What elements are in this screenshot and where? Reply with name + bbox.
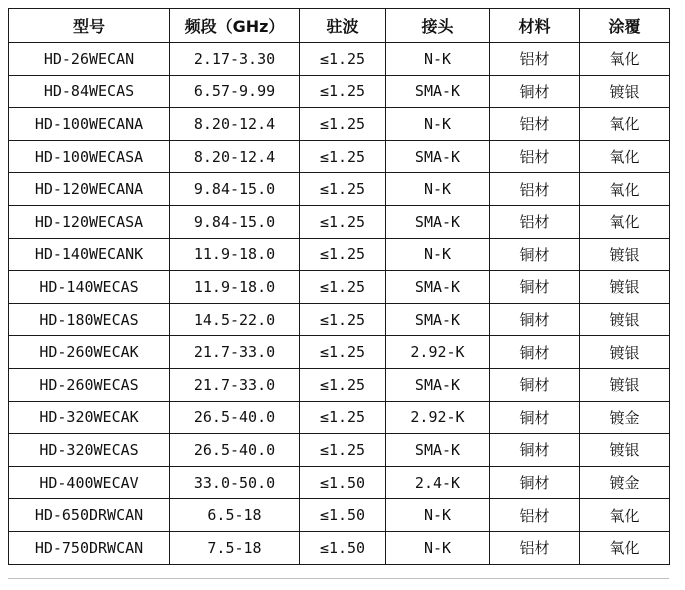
cell-model: HD-320WECAK [9,401,170,434]
cell-frequency-band: 11.9-18.0 [170,238,300,271]
cell-model: HD-100WECANA [9,108,170,141]
cell-coating: 氧化 [580,108,670,141]
table-row [9,173,670,206]
cell-coating: 氧化 [580,205,670,238]
cell-vswr: ≤1.25 [300,75,386,108]
cell-frequency-band: 7.5-18 [170,531,300,564]
table-row [9,303,670,336]
cell-coating: 镀银 [580,75,670,108]
table-row [9,336,670,369]
table-row [9,205,670,238]
table-row [9,401,670,434]
cell-model: HD-320WECAS [9,434,170,467]
cell-connector: SMA-K [386,271,490,304]
cell-coating: 氧化 [580,531,670,564]
cell-frequency-band: 8.20-12.4 [170,108,300,141]
cell-material: 铜材 [490,368,580,401]
header-coating: 涂覆 [580,9,670,43]
cell-connector: SMA-K [386,303,490,336]
cell-vswr: ≤1.25 [300,271,386,304]
cell-material: 铜材 [490,336,580,369]
cell-coating: 氧化 [580,173,670,206]
cell-frequency-band: 6.57-9.99 [170,75,300,108]
cell-model: HD-26WECAN [9,43,170,76]
cell-model: HD-400WECAV [9,466,170,499]
cell-coating: 镀银 [580,336,670,369]
cell-material: 铝材 [490,43,580,76]
cell-vswr: ≤1.50 [300,466,386,499]
cell-connector: N-K [386,531,490,564]
cell-coating: 镀银 [580,303,670,336]
cell-coating: 镀银 [580,368,670,401]
cell-connector: SMA-K [386,434,490,467]
cell-connector: 2.4-K [386,466,490,499]
cell-material: 铜材 [490,401,580,434]
bottom-divider [8,578,669,579]
cell-frequency-band: 2.17-3.30 [170,43,300,76]
cell-vswr: ≤1.25 [300,434,386,467]
cell-model: HD-84WECAS [9,75,170,108]
cell-vswr: ≤1.25 [300,336,386,369]
cell-material: 铝材 [490,499,580,532]
cell-vswr: ≤1.25 [300,108,386,141]
cell-model: HD-140WECAS [9,271,170,304]
header-model: 型号 [9,9,170,43]
cell-frequency-band: 14.5-22.0 [170,303,300,336]
cell-vswr: ≤1.50 [300,499,386,532]
cell-model: HD-140WECANK [9,238,170,271]
cell-vswr: ≤1.25 [300,140,386,173]
cell-frequency-band: 11.9-18.0 [170,271,300,304]
cell-material: 铝材 [490,205,580,238]
cell-coating: 镀金 [580,466,670,499]
cell-coating: 镀银 [580,434,670,467]
spec-table [8,8,670,565]
table-row [9,43,670,76]
cell-frequency-band: 6.5-18 [170,499,300,532]
cell-vswr: ≤1.25 [300,205,386,238]
cell-connector: 2.92-K [386,336,490,369]
cell-connector: SMA-K [386,368,490,401]
cell-vswr: ≤1.25 [300,173,386,206]
cell-model: HD-260WECAK [9,336,170,369]
cell-model: HD-260WECAS [9,368,170,401]
cell-frequency-band: 9.84-15.0 [170,173,300,206]
cell-model: HD-100WECASA [9,140,170,173]
cell-model: HD-120WECANA [9,173,170,206]
cell-coating: 氧化 [580,499,670,532]
table-row [9,271,670,304]
cell-frequency-band: 8.20-12.4 [170,140,300,173]
cell-coating: 镀金 [580,401,670,434]
table-row [9,368,670,401]
table-row [9,140,670,173]
cell-model: HD-650DRWCAN [9,499,170,532]
table-row [9,499,670,532]
cell-model: HD-750DRWCAN [9,531,170,564]
cell-vswr: ≤1.25 [300,368,386,401]
cell-material: 铜材 [490,238,580,271]
table-row [9,75,670,108]
cell-frequency-band: 21.7-33.0 [170,336,300,369]
header-vswr: 驻波 [300,9,386,43]
cell-material: 铜材 [490,271,580,304]
table-row [9,531,670,564]
spec-table-container [8,8,669,565]
cell-material: 铝材 [490,108,580,141]
header-frequency-band: 频段（GHz） [170,9,300,43]
cell-vswr: ≤1.50 [300,531,386,564]
cell-vswr: ≤1.25 [300,238,386,271]
cell-connector: N-K [386,173,490,206]
table-body [9,43,670,565]
cell-model: HD-120WECASA [9,205,170,238]
header-material: 材料 [490,9,580,43]
cell-coating: 氧化 [580,43,670,76]
cell-connector: N-K [386,108,490,141]
cell-material: 铝材 [490,531,580,564]
cell-model: HD-180WECAS [9,303,170,336]
table-row [9,108,670,141]
header-connector: 接头 [386,9,490,43]
cell-connector: SMA-K [386,140,490,173]
header-row [9,9,670,43]
cell-connector: N-K [386,43,490,76]
cell-frequency-band: 26.5-40.0 [170,434,300,467]
table-header [9,9,670,43]
cell-frequency-band: 21.7-33.0 [170,368,300,401]
cell-frequency-band: 33.0-50.0 [170,466,300,499]
cell-frequency-band: 26.5-40.0 [170,401,300,434]
cell-frequency-band: 9.84-15.0 [170,205,300,238]
cell-material: 铝材 [490,173,580,206]
table-row [9,434,670,467]
cell-connector: N-K [386,499,490,532]
cell-connector: 2.92-K [386,401,490,434]
cell-coating: 镀银 [580,271,670,304]
cell-material: 铜材 [490,466,580,499]
cell-material: 铜材 [490,303,580,336]
cell-material: 铜材 [490,75,580,108]
cell-connector: SMA-K [386,205,490,238]
cell-material: 铜材 [490,434,580,467]
table-row [9,466,670,499]
cell-vswr: ≤1.25 [300,401,386,434]
table-row [9,238,670,271]
cell-coating: 氧化 [580,140,670,173]
cell-connector: N-K [386,238,490,271]
cell-material: 铝材 [490,140,580,173]
cell-connector: SMA-K [386,75,490,108]
cell-vswr: ≤1.25 [300,303,386,336]
cell-coating: 镀银 [580,238,670,271]
cell-vswr: ≤1.25 [300,43,386,76]
